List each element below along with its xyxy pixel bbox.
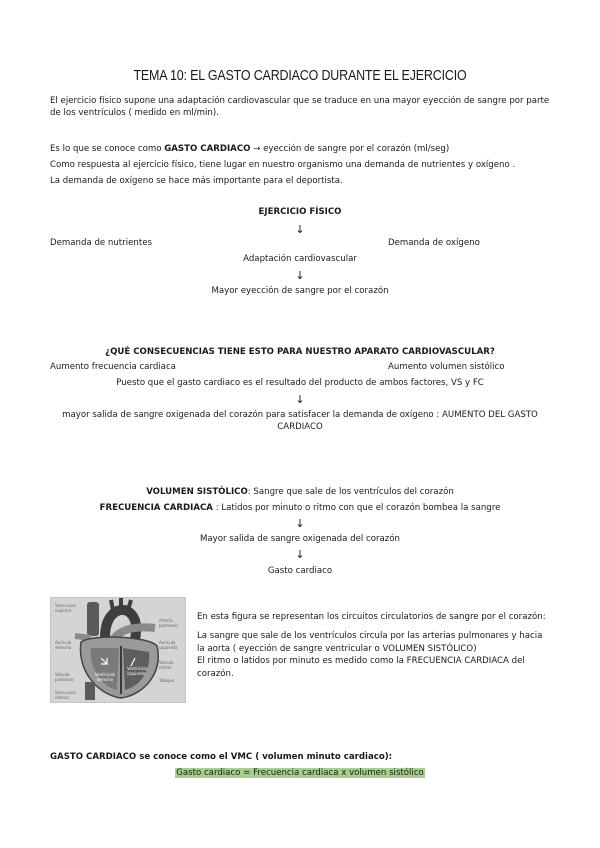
flow1-arrow-1: ↓: [295, 223, 305, 236]
label-arteria-pulmonar: Arteria: [159, 618, 173, 623]
svg-text:inferior: inferior: [55, 695, 70, 700]
figure-caption: [197, 611, 552, 680]
figure-caption-3: El ritmo o latidos por minuto es medido como la FRECUENCIA CARDIACA del corazón.: [197, 656, 525, 679]
label-ventriculo-izq: Tabique: [159, 678, 175, 683]
flow2-heading: ¿QUÉ CONSECUENCIAS TIENE ESTO PARA NUESTRO APARATO CARDIOVASCULAR?: [105, 347, 495, 357]
intro-paragraph: El ejercicio físico supone una adaptación cardiovascular que se traduce en una mayor eyección de sangre por parte de los ventrículos ( medido en ml/min).: [50, 96, 550, 119]
svg-text:pulmonar: pulmonar: [159, 623, 179, 628]
formula-highlight: Gasto cardiaco = Frecuencia cardiaca x volumen sistólico: [176, 768, 424, 778]
vs-definition: [0, 486, 600, 498]
flow2-left: Aumento frecuencia cardiaca: [50, 362, 176, 372]
vs-text: : Sangre que sale de los ventrículos del corazón: [247, 487, 454, 497]
flow2-arrow: ↓: [295, 393, 305, 406]
label-valvula-pulmonar: Válvula: [55, 672, 70, 677]
heart-illustration: [51, 598, 185, 702]
flow1-left: Demanda de nutrientes: [50, 238, 152, 248]
gasto-definition-post: → eyección de sangre por el corazón (ml/seg): [250, 144, 450, 154]
flow2-right: Aumento volumen sistólico: [388, 362, 505, 372]
label-vena-cava-inferior: Vena cava: [55, 690, 76, 695]
gasto-definition: [50, 143, 560, 155]
oxygen-paragraph: La demanda de oxígeno se hace más importante para el deportista.: [50, 176, 343, 186]
label-auricula-derecha: Aurícula: [55, 640, 72, 645]
svg-text:Ventrículo: Ventrículo: [127, 666, 148, 671]
svg-text:Ventrículo: Ventrículo: [95, 672, 116, 677]
demand-paragraph: Como respuesta al ejercicio físico, tiene lugar en nuestro organismo una demanda de nutrientes y oxígeno .: [50, 160, 516, 170]
page-title: TEMA 10: EL GASTO CARDIACO DURANTE EL EJERCICIO: [133, 68, 467, 84]
figure-caption-1: En esta figura se representan los circuitos circulatorios de sangre por el corazón:: [197, 612, 546, 622]
flow1-arrow-2: ↓: [295, 269, 305, 282]
figure-caption-2: La sangre que sale de los ventrículos circula por las arterias pulmonares y hacia la aorta ( eyección de sangre ventricular o VOLUMEN SISTÓLICO): [197, 631, 543, 654]
flow1-step2: Mayor eyección de sangre por el corazón: [211, 286, 389, 296]
fc-text: : Latidos por minuto o ritmo con que el corazón bombea la sangre: [212, 503, 501, 513]
fc-term: FRECUENCIA CARDIACA: [99, 503, 213, 513]
label-auricula-izquierda: Aurícula: [159, 640, 176, 645]
vs-term: VOLUMEN SISTÓLICO: [146, 487, 248, 497]
formula-row: [0, 767, 600, 779]
svg-text:derecha: derecha: [55, 645, 72, 650]
gasto-definition-pre: Es lo que se conoce como: [50, 144, 165, 154]
svg-text:mitral: mitral: [159, 665, 171, 670]
flow2-result: mayor salida de sangre oxigenada del corazón para satisfacer la demanda de oxígeno : AUMENTO DEL GASTO CARDIACO: [62, 410, 538, 433]
flow1-step1: Adaptación cardiovascular: [243, 254, 357, 264]
svg-text:izquierda: izquierda: [159, 645, 178, 650]
flow1-heading: EJERCICIO FÍSICO: [258, 207, 342, 217]
conclusion-heading: GASTO CARDIACO se conoce como el VMC ( volumen minuto cardiaco):: [50, 752, 393, 762]
svg-text:superior: superior: [55, 608, 72, 613]
flow1-right: Demanda de oxígeno: [388, 238, 480, 248]
flow3-step2: Gasto cardiaco: [267, 566, 333, 576]
heart-diagram: [50, 597, 186, 703]
label-vena-cava-superior: Vena cava: [55, 603, 76, 608]
label-valvula-mitral: Válvula: [159, 660, 174, 665]
svg-text:izquierdo: izquierdo: [127, 671, 146, 676]
flow3-arrow-1: ↓: [295, 517, 305, 530]
flow2-line: Puesto que el gasto cardiaco es el resultado del producto de ambos factores, VS y FC: [116, 378, 484, 388]
flow3-arrow-2: ↓: [295, 548, 305, 561]
fc-definition: [0, 502, 600, 514]
flow3-step1: Mayor salida de sangre oxigenada del corazón: [200, 534, 400, 544]
svg-text:derecho: derecho: [97, 677, 114, 682]
svg-text:pulmonar: pulmonar: [55, 677, 75, 682]
gasto-definition-term: GASTO CARDIACO: [164, 144, 251, 154]
